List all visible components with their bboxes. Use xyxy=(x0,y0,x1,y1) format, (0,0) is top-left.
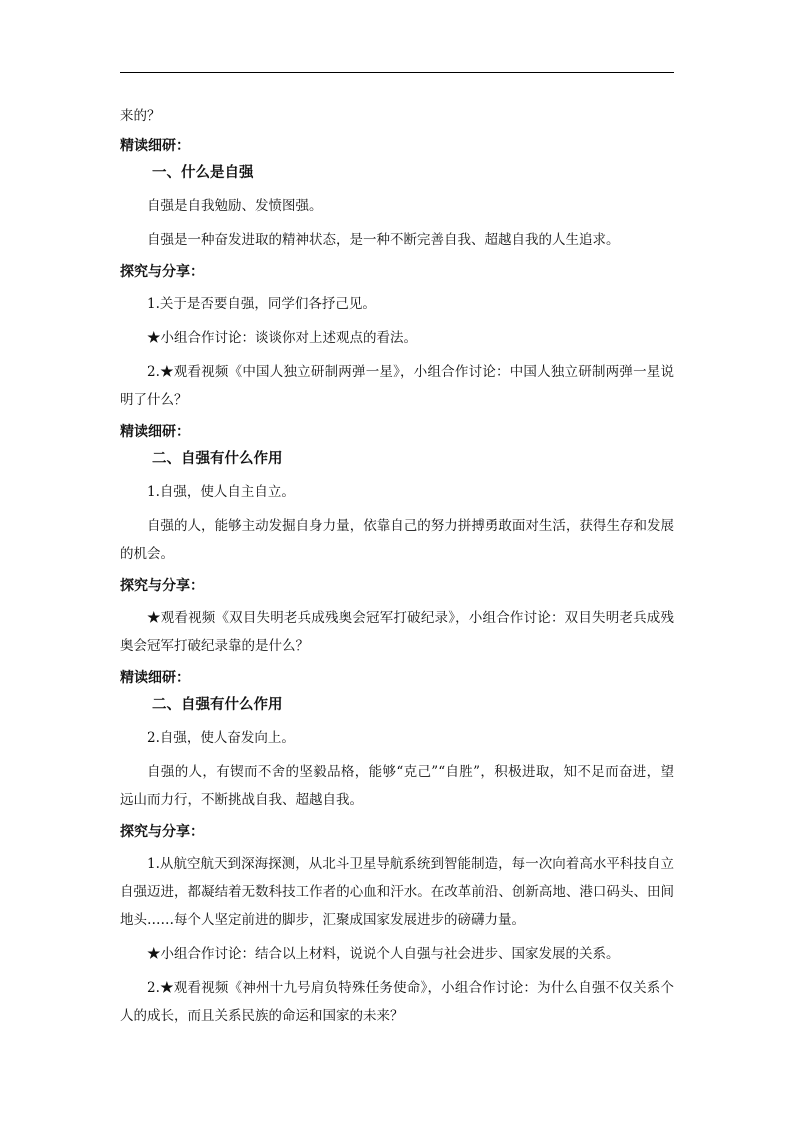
section-label: 精读细研： xyxy=(120,138,190,154)
paragraph: 自强的人，能够主动发掘自身力量，依靠自己的努力拼搏勇敢面对生活，获得生存和发展的机会。 xyxy=(120,518,674,562)
paragraph: 自强的人，有锲而不舍的坚毅品格，能够“克己”“自胜”，积极进取，知不足而奋进，望远山而力行，不断挑战自我、超越自我。 xyxy=(120,764,674,808)
paragraph: 1.关于是否要自强，同学们各抒己见。 xyxy=(147,296,376,312)
section-heading: 一、什么是自强 xyxy=(152,165,254,181)
paragraph: 2.★观看视频《中国人独立研制两弹一星》，小组合作讨论：中国人独立研制两弹一星说明了什么？ xyxy=(120,364,674,408)
section-label: 精读细研： xyxy=(120,670,190,686)
paragraph: ★观看视频《双目失明老兵成残奥会冠军打破纪录》，小组合作讨论：双目失明老兵成残奥会冠军打破纪录靠的是什么？ xyxy=(120,610,674,654)
document-body xyxy=(120,104,674,1030)
paragraph: 2.★观看视频《神州十九号肩负特殊任务使命》，小组合作讨论：为什么自强不仅关系个人的成长，而且关系民族的命运和国家的未来？ xyxy=(120,980,674,1024)
paragraph: 自强是自我勉励、发愤图强。 xyxy=(147,198,323,214)
header-rule xyxy=(120,72,674,73)
section-heading: 二、自强有什么作用 xyxy=(152,697,283,713)
paragraph: ★小组合作讨论：结合以上材料，说说个人自强与社会进步、国家发展的关系。 xyxy=(147,946,620,962)
paragraph: ★小组合作讨论：谈谈你对上述观点的看法。 xyxy=(147,330,417,346)
section-label: 探究与分享： xyxy=(120,824,204,840)
paragraph: 自强是一种奋发进取的精神状态，是一种不断完善自我、超越自我的人生追求。 xyxy=(147,232,620,248)
section-heading: 二、自强有什么作用 xyxy=(152,451,283,467)
section-label: 探究与分享： xyxy=(120,578,204,594)
paragraph: 1.从航空航天到深海探测，从北斗卫星导航系统到智能制造，每一次向着高水平科技自立自强迈进，都凝结着无数科技工作者的心血和汗水。在改革前沿、创新高地、港口码头、田间地头……每个人坚定前进的脚步，汇聚成国家发展进步的磅礴力量。 xyxy=(120,856,674,928)
paragraph: 1.自强，使人自主自立。 xyxy=(147,484,295,500)
section-label: 精读细研： xyxy=(120,424,190,440)
continued-text: 来的？ xyxy=(120,108,161,124)
paragraph: 2.自强，使人奋发向上。 xyxy=(147,730,295,746)
section-label: 探究与分享： xyxy=(120,264,204,280)
